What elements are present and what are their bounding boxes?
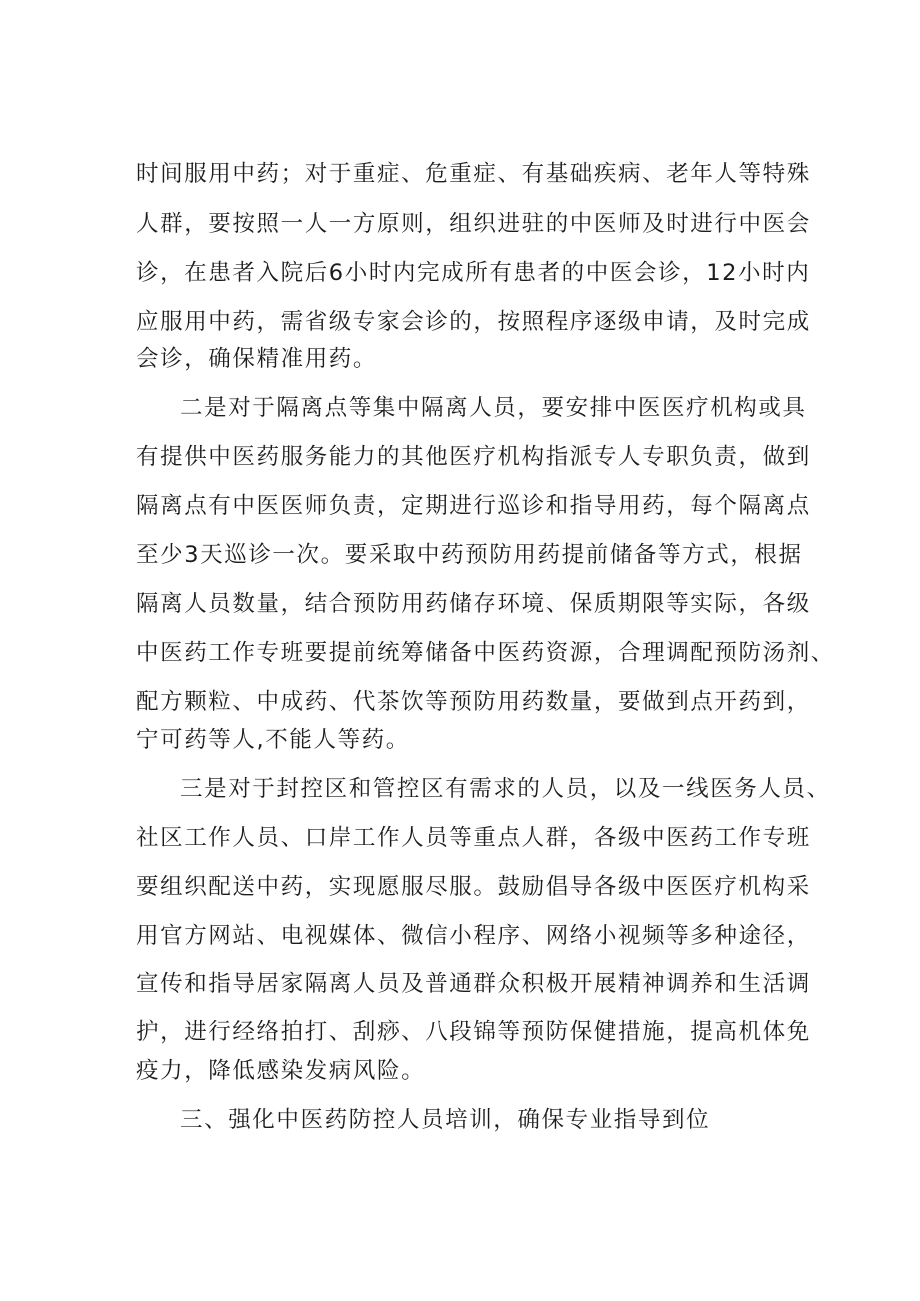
paragraph-start-line: 三是对于封控区和管控区有需求的人员，以及一线医务人员、: [180, 776, 831, 802]
text-line: 中医药工作专班要提前统筹储备中医药资源，合理调配预防汤剂、: [136, 640, 835, 666]
text-line: 护，进行经络拍打、刮痧、八段锦等预防保健措施，提高机体免: [136, 1019, 811, 1045]
text-line: 用官方网站、电视媒体、微信小程序、网络小视频等多种途径，: [136, 923, 811, 949]
text-line: 会诊，确保精准用药。: [136, 346, 378, 372]
text-line: 配方颗粒、中成药、代茶饮等预防用药数量，要做到点开药到，: [136, 689, 811, 715]
text-line: 疫力，降低感染发病风险。: [136, 1058, 426, 1084]
text-line: 隔离点有中医医师负责，定期进行巡诊和指导用药，每个隔离点: [136, 493, 811, 519]
text-line: 社区工作人员、口岸工作人员等重点人群，各级中医药工作专班: [136, 825, 811, 851]
text-line: 人群，要按照一人一方原则，组织进驻的中医师及时进行中医会: [136, 211, 811, 237]
text-line: 时间服用中药；对于重症、危重症、有基础疾病、老年人等特殊: [136, 161, 811, 187]
text-line: 有提供中医药服务能力的其他医疗机构指派专人专职负责，做到: [136, 444, 811, 470]
paragraph-start-line: 二是对于隔离点等集中隔离人员，要安排中医医疗机构或具: [180, 395, 807, 421]
text-line: 宁可药等人,不能人等药。: [136, 727, 410, 753]
text-line: 隔离人员数量，结合预防用药储存环境、保质期限等实际，各级: [136, 591, 811, 617]
text-line: 宣传和指导居家隔离人员及普通群众积极开展精神调养和生活调: [136, 971, 811, 997]
text-line: 要组织配送中药，实现愿服尽服。鼓励倡导各级中医医疗机构采: [136, 874, 811, 900]
section-heading: 三、强化中医药防控人员培训，确保专业指导到位: [180, 1107, 711, 1133]
text-line: 应服用中药，需省级专家会诊的，按照程序逐级申请，及时完成: [136, 309, 811, 335]
text-line: 至少3天巡诊一次。要采取中药预防用药提前储备等方式，根据: [136, 542, 803, 568]
text-line: 诊，在患者入院后6小时内完成所有患者的中医会诊，12小时内: [136, 260, 811, 286]
